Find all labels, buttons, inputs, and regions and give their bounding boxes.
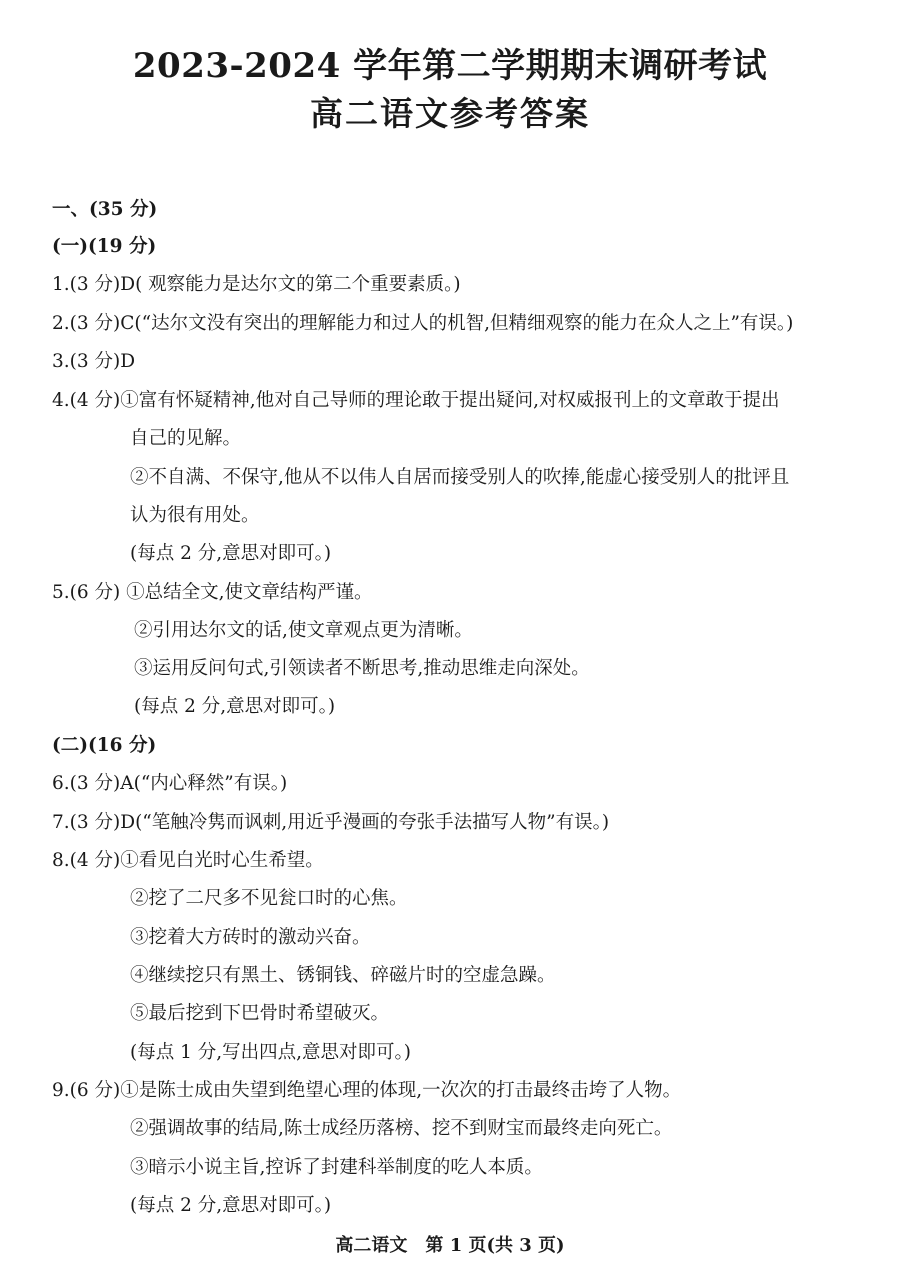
answer-q5: 5.(6 分) ①总结全文,使文章结构严谨。 [52, 582, 373, 603]
answer-q2: 2.(3 分)C(“达尔文没有突出的理解能力和过人的机智,但精细观察的能力在众人之上”有误。) [52, 313, 794, 334]
page-footer: 高二语文 第 1 页(共 3 页) [335, 1235, 565, 1256]
page-subtitle: 高二语文参考答案 [310, 94, 590, 133]
answer-q1: 1.(3 分)D( 观察能力是达尔文的第二个重要素质。) [52, 274, 461, 295]
scoring-note-q9: (每点 2 分,意思对即可。) [130, 1195, 332, 1216]
answer-q8-point4: ④继续挖只有黑土、锈铜钱、碎磁片时的空虚急躁。 [130, 965, 556, 986]
subsection-heading-1: (一)(19 分) [52, 236, 157, 257]
answer-q5-point3: ③运用反问句式,引领读者不断思考,推动思维走向深处。 [134, 658, 590, 679]
scoring-note-q5: (每点 2 分,意思对即可。) [134, 696, 336, 717]
answer-q9-point3: ③暗示小说主旨,控诉了封建科举制度的吃人本质。 [130, 1157, 543, 1178]
answer-q8-point5: ⑤最后挖到下巴骨时希望破灭。 [130, 1003, 390, 1024]
answer-q4-continued: 自己的见解。 [130, 428, 242, 449]
answer-q9-point2: ②强调故事的结局,陈士成经历落榜、挖不到财宝而最终走向死亡。 [130, 1118, 673, 1139]
scoring-note-q8: (每点 1 分,写出四点,意思对即可。) [130, 1042, 411, 1063]
answer-q4-point2-continued: 认为很有用处。 [130, 505, 260, 526]
answer-q6: 6.(3 分)A(“内心释然”有误。) [52, 773, 288, 794]
answer-q4: 4.(4 分)①富有怀疑精神,他对自己导师的理论敢于提出疑问,对权威报刊上的文章敢于提出 [52, 390, 780, 411]
answer-q5-point2: ②引用达尔文的话,使文章观点更为清晰。 [134, 620, 473, 641]
answer-q9: 9.(6 分)①是陈士成由失望到绝望心理的体现,一次次的打击最终击垮了人物。 [52, 1080, 682, 1101]
answer-q8-point2: ②挖了二尺多不见瓮口时的心焦。 [130, 888, 408, 909]
answer-q8: 8.(4 分)①看见白光时心生希望。 [52, 850, 324, 871]
answer-q4-point2: ②不自满、不保守,他从不以伟人自居而接受别人的吹捧,能虚心接受别人的批评且 [130, 467, 790, 488]
answer-q7: 7.(3 分)D(“笔触冷隽而讽刺,用近乎漫画的夸张手法描写人物”有误。) [52, 812, 610, 833]
section-heading-1: 一、(35 分) [52, 199, 158, 220]
answer-q8-point3: ③挖着大方砖时的激动兴奋。 [130, 927, 371, 948]
answer-q3: 3.(3 分)D [52, 351, 136, 372]
subsection-heading-2: (二)(16 分) [52, 735, 157, 756]
scoring-note-q4: (每点 2 分,意思对即可。) [130, 543, 332, 564]
page-title: 2023-2024 学年第二学期期末调研考试 [132, 46, 768, 86]
